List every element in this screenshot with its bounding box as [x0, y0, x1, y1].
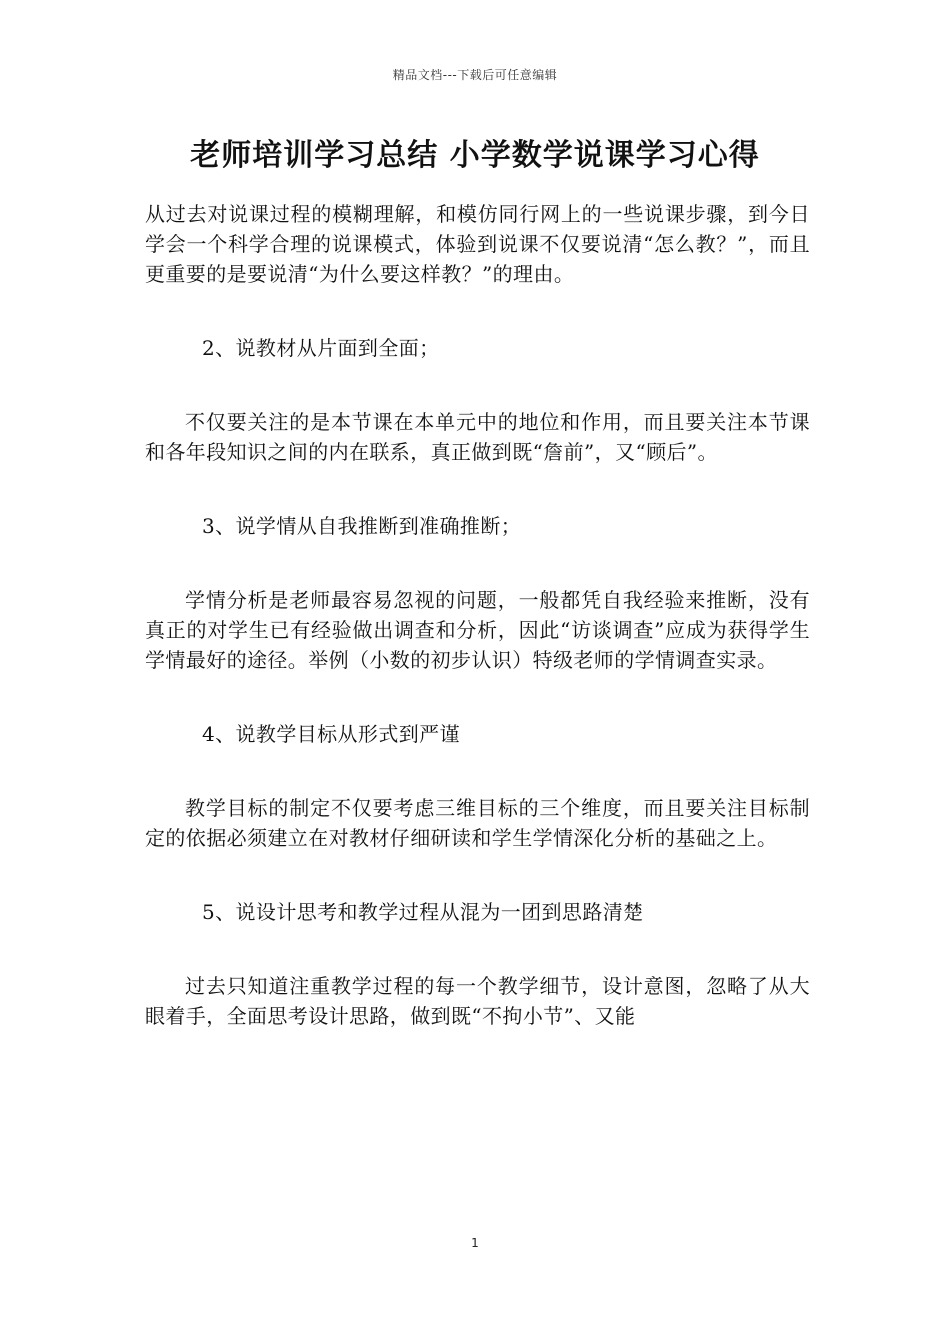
header-note: 精品文档---下载后可任意编辑: [392, 68, 558, 82]
section-heading-2: 2、说教材从片面到全面；: [202, 336, 440, 360]
paragraph-design: 过去只知道注重教学过程的每一个教学细节，设计意图，忽略了从大眼着手，全面思考设计思路，做到既“不拘小节”、又能: [145, 974, 810, 1028]
section-heading-3: 3、说学情从自我推断到准确推断；: [202, 514, 522, 538]
paragraph-intro: 从过去对说课过程的模糊理解，和模仿同行网上的一些说课步骤，到今日学会一个科学合理的说课模式，体验到说课不仅要说清“怎么教？”，而且更重要的是要说清“为什么要这样教？”的理由。: [145, 202, 810, 286]
paragraph-objectives: 教学目标的制定不仅要考虑三维目标的三个维度，而且要关注目标制定的依据必须建立在对教材仔细研读和学生学情深化分析的基础之上。: [145, 796, 810, 850]
section-heading-4: 4、说教学目标从形式到严谨: [202, 722, 460, 746]
document-title: 老师培训学习总结 小学数学说课学习心得: [190, 138, 760, 173]
paragraph-textbook: 不仅要关注的是本节课在本单元中的地位和作用，而且要关注本节课和各年段知识之间的内在联系，真正做到既“詹前”，又“顾后”。: [145, 410, 810, 464]
paragraph-learning-situation: 学情分析是老师最容易忽视的问题，一般都凭自我经验来推断，没有真正的对学生已有经验做出调查和分析，因此“访谈调查”应成为获得学生学情最好的途径。举例（小数的初步认识）特级老师的学情调查实录。: [145, 588, 810, 672]
document-body: [145, 199, 810, 1075]
page-number: 1: [471, 1236, 479, 1250]
section-heading-5: 5、说设计思考和教学过程从混为一团到思路清楚: [202, 900, 644, 924]
